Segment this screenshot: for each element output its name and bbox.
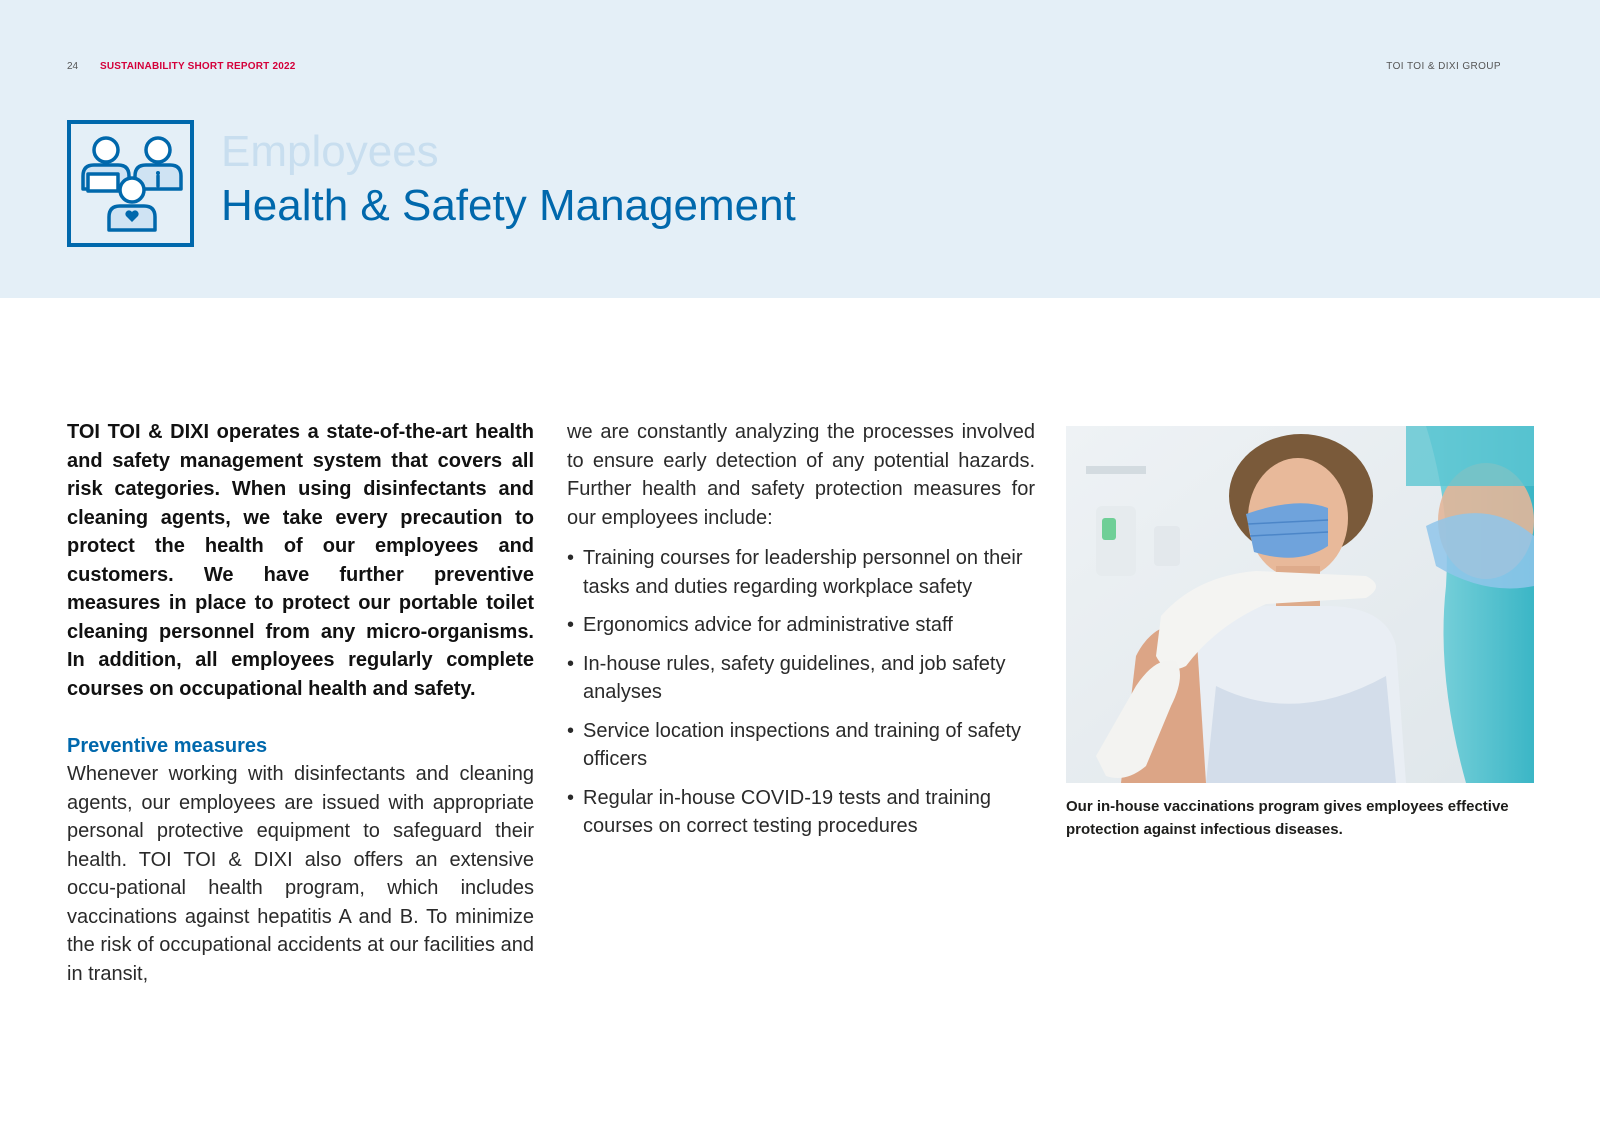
lead-paragraph: TOI TOI & DIXI operates a state-of-the-art health and safety management system that covers all risk categories. When using disinfectants and cleaning agents, we take every precaution to protect the health of our employees and customers. We have further preventive measures in place to protect our portable toilet cleaning personnel from any micro-organisms. In addition, all employees regularly complete courses on occupational health and safety. bbox=[67, 421, 534, 700]
company-name: TOI TOI & DIXI GROUP bbox=[1386, 61, 1501, 72]
body-paragraph-middle: we are constantly analyzing the processes involved to ensure early detection of any potential hazards. Further health and safety protection measures for our employees include: bbox=[567, 421, 1035, 529]
running-head bbox=[67, 60, 1501, 74]
vaccination-photo bbox=[1066, 426, 1534, 783]
body-paragraph-left: Whenever working with disinfectants and cleaning agents, our employees are issued with appropriate personal protective equipment to safeguard their health. TOI TOI & DIXI also offers an extensive occu-pational health program, which includes vaccinations against hepatitis A and B. To minimize the risk of occupational accidents at our facilities and in transit, bbox=[67, 763, 534, 985]
measures-list bbox=[567, 544, 1035, 841]
report-title: SUSTAINABILITY SHORT REPORT 2022 bbox=[100, 61, 296, 72]
page-title: Health & Safety Management bbox=[221, 181, 796, 230]
photo-caption: Our in-house vaccinations program gives employees effective protection against infectious diseases. bbox=[1066, 798, 1509, 838]
column-right bbox=[1066, 426, 1534, 841]
section-kicker: Employees bbox=[221, 127, 439, 176]
page-number: 24 bbox=[67, 61, 79, 72]
list-item: • In-house rules, safety guidelines, and job safety analyses bbox=[567, 650, 1035, 707]
list-item: • Training courses for leadership personnel on their tasks and duties regarding workplace safety bbox=[567, 544, 1035, 601]
column-left bbox=[67, 418, 534, 988]
list-item: • Ergonomics advice for administrative staff bbox=[567, 611, 1035, 640]
section-subheading: Preventive measures bbox=[67, 735, 268, 757]
employees-icon bbox=[67, 120, 194, 247]
list-item: • Regular in-house COVID-19 tests and training courses on correct testing procedures bbox=[567, 784, 1035, 841]
column-middle bbox=[567, 418, 1035, 851]
list-item: • Service location inspections and training of safety officers bbox=[567, 717, 1035, 774]
